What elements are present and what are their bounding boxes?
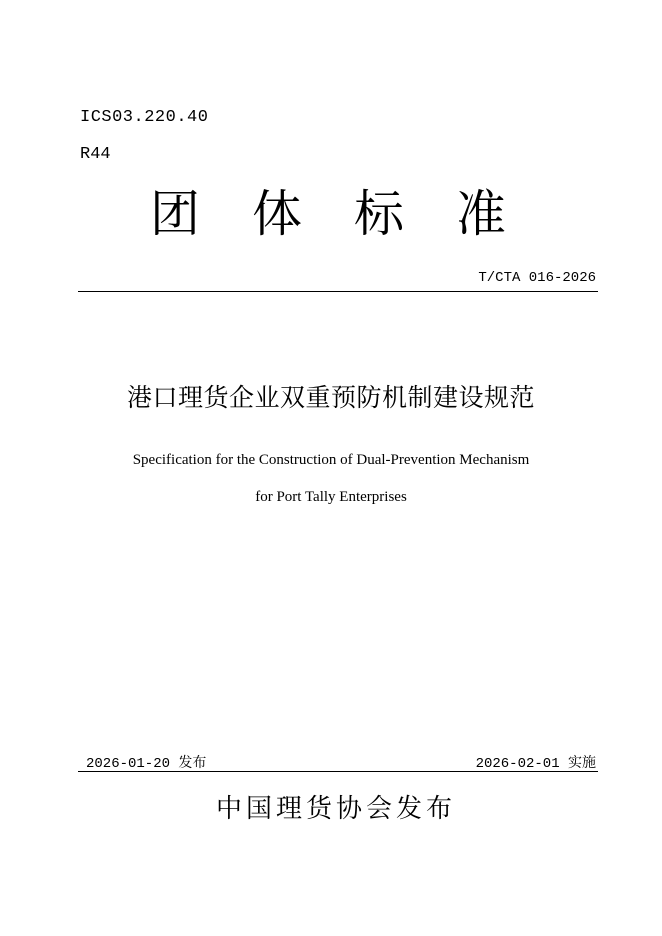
implementation-date: 2026-02-01 实施 [475,756,596,772]
standard-type-heading: 团体标准 [150,185,558,243]
bottom-divider [78,771,598,772]
ccs-code: R44 [80,145,111,164]
title-english-line-1: Specification for the Construction of Dual-Prevention Mechanism [132,452,530,468]
ics-code: ICS03.220.40 [80,108,209,127]
title-english-line-2: for Port Tally Enterprises [255,489,407,505]
issue-date: 2026-01-20 发布 [86,756,207,772]
standard-number: T/CTA 016-2026 [478,270,596,286]
title-chinese: 港口理货企业双重预防机制建设规范 [126,383,535,412]
publisher: 中国理货协会发布 [215,794,456,824]
top-divider [78,291,598,292]
